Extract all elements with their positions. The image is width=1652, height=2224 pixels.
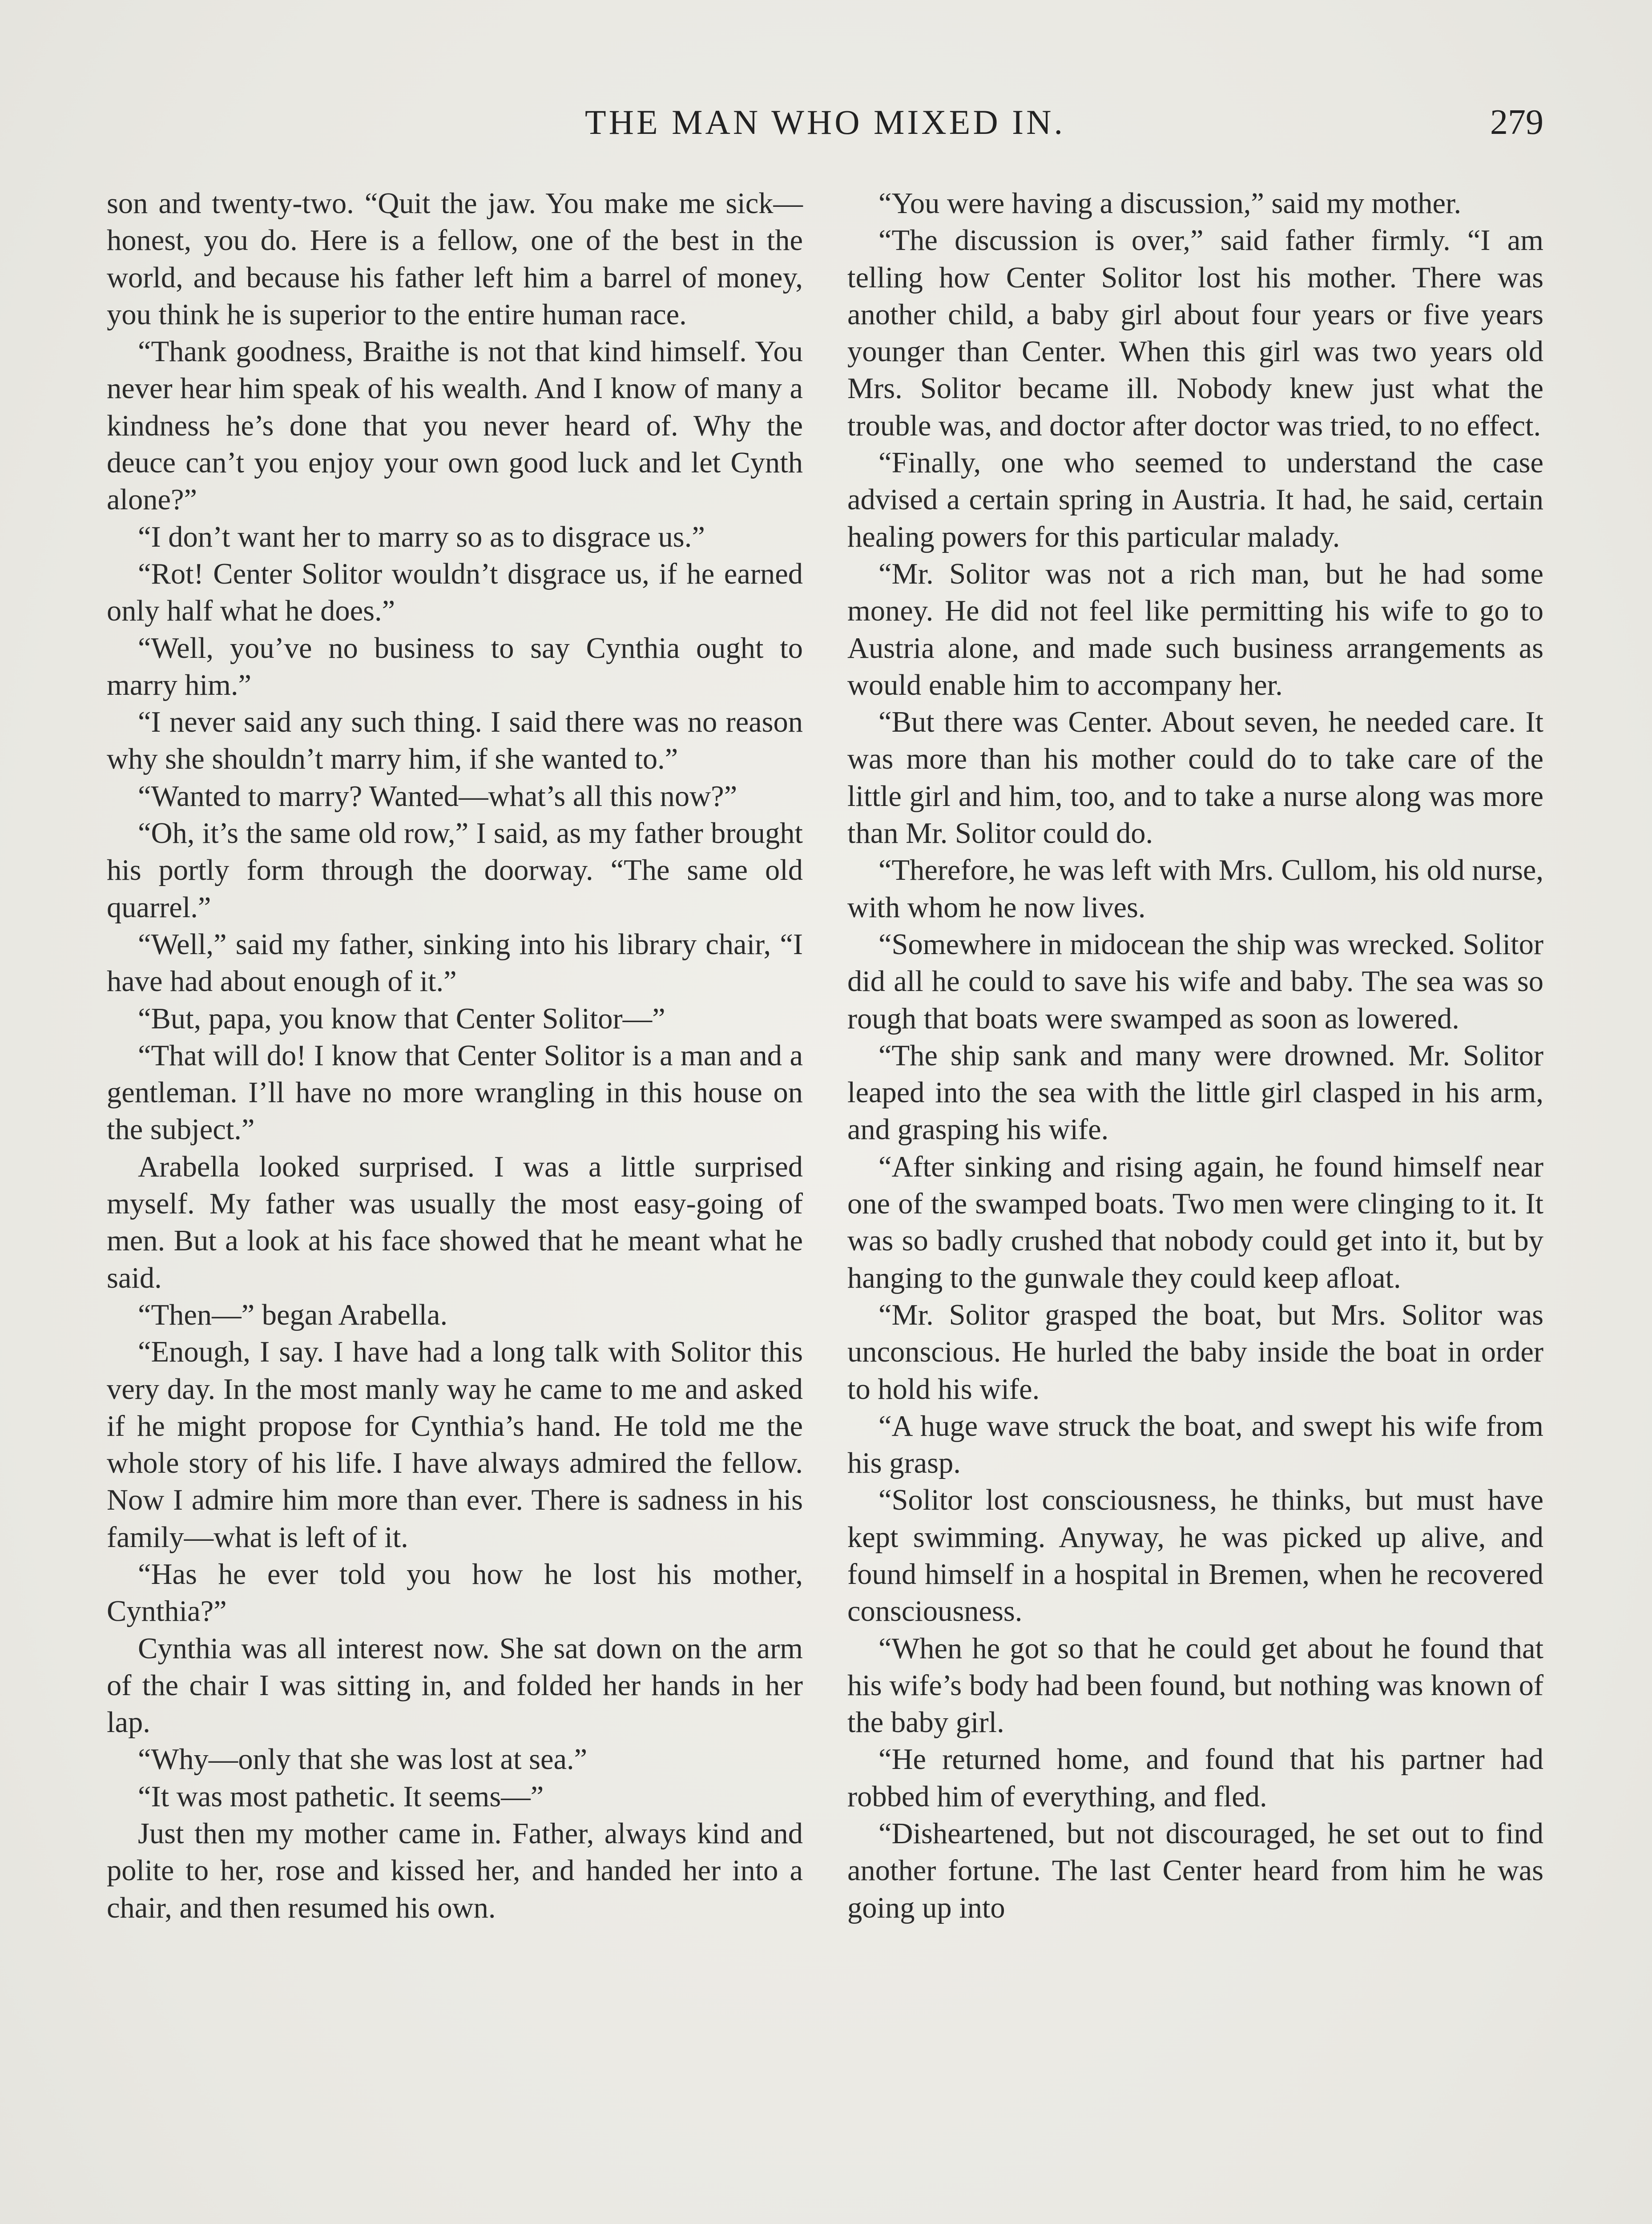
paragraph: Just then my mother came in. Father, always kind and polite to her, rose and kissed her, and handed her into a chair, and then resumed his own. (107, 1817, 803, 1924)
paragraph: “Disheartened, but not discouraged, he set out to find another fortune. The last Center heard from him he was going up into (847, 1817, 1543, 1924)
page-number: 279 (1490, 103, 1543, 142)
left-text-column (107, 185, 803, 1926)
paragraph: “When he got so that he could get about he found that his wife’s body had been found, but nothing was known of the baby girl. (847, 1632, 1543, 1739)
paragraph: “The discussion is over,” said father firmly. “I am telling how Center Solitor lost his mother. There was another child, a baby girl about four years or five years younger than Center. When this girl was two years old Mrs. Solitor became ill. Nobody knew just what the trouble was, and doctor after doctor was tried, to no effect. (847, 224, 1543, 442)
paragraph: “Oh, it’s the same old row,” I said, as my father brought his portly form through the doorway. “The same old quarrel.” (107, 817, 803, 924)
paragraph: “He returned home, and found that his partner had robbed him of everything, and fled. (847, 1743, 1543, 1813)
paragraph: “Well,” said my father, sinking into his library chair, “I have had about enough of it.” (107, 928, 803, 998)
paragraph: “Mr. Solitor was not a rich man, but he had some money. He did not feel like permitting his wife to go to Austria alone, and made such business arrangements as would enable him to accompany her. (847, 557, 1543, 701)
paragraph: “But there was Center. About seven, he needed care. It was more than his mother could do to take care of the little girl and him, too, and to take a nurse along was more than Mr. Solitor could do. (847, 706, 1543, 850)
paragraph: “Well, you’ve no business to say Cynthia ought to marry him.” (107, 632, 803, 701)
paragraph: “It was most pathetic. It seems—” (138, 1780, 544, 1813)
paragraph: “Somewhere in midocean the ship was wrecked. Solitor did all he could to save his wife and baby. The sea was so rough that boats were swamped as soon as lowered. (847, 928, 1543, 1035)
paragraph: “The ship sank and many were drowned. Mr. Solitor leaped into the sea with the little girl clasped in his arm, and grasping his wife. (847, 1039, 1543, 1146)
paragraph: “Has he ever told you how he lost his mother, Cynthia?” (107, 1558, 803, 1628)
paragraph: “Enough, I say. I have had a long talk with Solitor this very day. In the most manly way he came to me and asked if he might propose for Cynthia’s hand. He told me the whole story of his life. I have always admired the fellow. Now I admire him more than ever. There is sadness in his family—what is left of it. (107, 1336, 803, 1554)
paragraph: “Wanted to marry? Wanted—what’s all this now?” (138, 780, 737, 813)
paragraph: “After sinking and rising again, he found himself near one of the swamped boats. Two men were clinging to it. It was so badly crushed that nobody could get into it, but by hanging to the gunwale they could keep afloat. (847, 1150, 1543, 1294)
paragraph: “Thank goodness, Braithe is not that kind himself. You never hear him speak of his wealth. And I know of many a kindness he’s done that you never heard of. Why the deuce can’t you enjoy your own good luck and let Cynth alone?” (107, 335, 803, 516)
right-text-column (847, 185, 1543, 1926)
running-title: THE MAN WHO MIXED IN. (585, 103, 1065, 141)
paragraph: “That will do! I know that Center Solitor is a man and a gentleman. I’ll have no more wrangling in this house on the subject.” (107, 1039, 803, 1146)
paragraph: “Then—” began Arabella. (138, 1298, 448, 1331)
paragraph: “You were having a discussion,” said my mother. (878, 187, 1462, 220)
paragraph: “But, papa, you know that Center Solitor—” (138, 1002, 665, 1035)
paragraph: “Finally, one who seemed to understand the case advised a certain spring in Austria. It had, he said, certain healing powers for this particular malady. (847, 447, 1543, 553)
paragraph: “I never said any such thing. I said there was no reason why she shouldn’t marry him, if she wanted to.” (107, 706, 803, 776)
paragraph: “A huge wave struck the boat, and swept his wife from his grasp. (847, 1410, 1543, 1480)
paragraph: Cynthia was all interest now. She sat down on the arm of the chair I was sitting in, and folded her hands in her lap. (107, 1632, 803, 1739)
paragraph: “Rot! Center Solitor wouldn’t disgrace us, if he earned only half what he does.” (107, 557, 803, 628)
page-header (107, 96, 1543, 149)
paragraph: “Mr. Solitor grasped the boat, but Mrs. Solitor was unconscious. He hurled the baby inside the boat in order to hold his wife. (847, 1298, 1543, 1406)
paragraph: “I don’t want her to marry so as to disgrace us.” (138, 520, 705, 553)
paragraph: “Solitor lost consciousness, he thinks, but must have kept swimming. Anyway, he was picked up alive, and found himself in a hospital in Bremen, when he recovered consciousness. (847, 1484, 1543, 1628)
paragraph: son and twenty-two. “Quit the jaw. You make me sick—honest, you do. Here is a fellow, one of the best in the world, and because his father left him a barrel of money, you think he is superior to the entire human race. (107, 187, 803, 331)
paragraph: “Why—only that she was lost at sea.” (138, 1743, 588, 1776)
paragraph: “Therefore, he was left with Mrs. Cullom, his old nurse, with whom he now lives. (847, 854, 1543, 924)
paragraph: Arabella looked surprised. I was a little surprised myself. My father was usually the most easy-going of men. But a look at his face showed that he meant what he said. (107, 1150, 803, 1294)
